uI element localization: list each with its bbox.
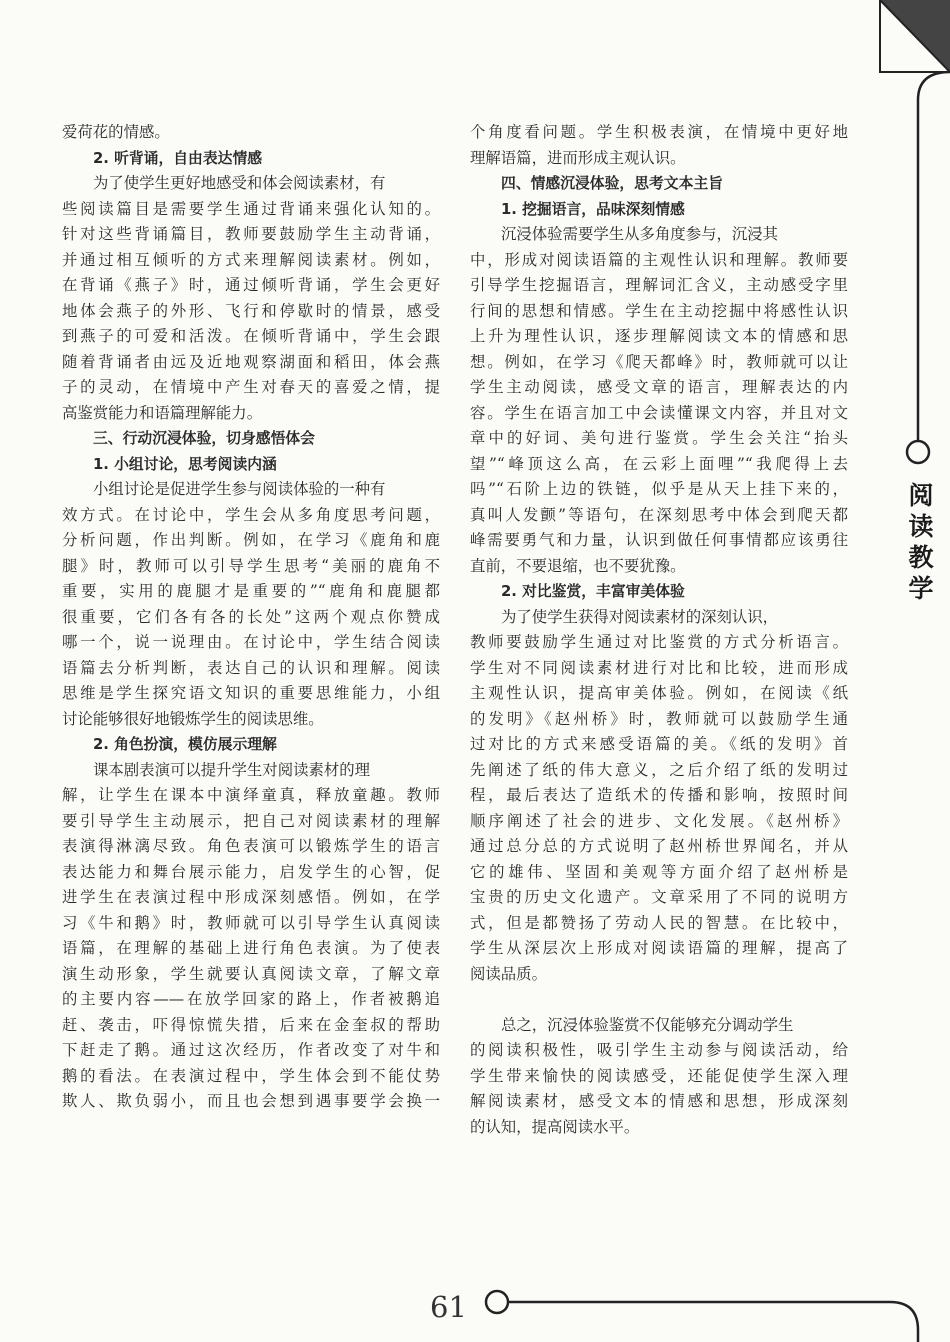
text-line: 总之，沉浸体验鉴赏不仅能够充分调动学生 — [501, 1015, 794, 1034]
section-heading: 2. 角色扮演，模仿展示理解 — [93, 736, 277, 753]
text-line: 章中的好词、美句进行鉴赏。学生会关注“抬头 — [470, 429, 848, 447]
left-text-column — [62, 120, 440, 1115]
text-line: 地体会燕子的外形、飞行和停歇时的情景，感受 — [62, 301, 440, 320]
section-label-reading-teaching — [906, 480, 936, 604]
text-line: 吗”“石阶上边的铁链，似乎是从天上挂下来的， — [470, 480, 848, 498]
section-heading: 三、行动沉浸体验，切身感悟体会 — [93, 430, 315, 447]
text-line: 理解语篇，进而形成主观认识。 — [470, 148, 686, 167]
text-line: 的阅读积极性，吸引学生主动参与阅读活动，给 — [470, 1041, 848, 1059]
text-line: 学生带来愉快的阅读感受，还能促使学生深入理 — [470, 1066, 848, 1085]
text-line: 并通过相互倾听的方式来理解阅读素材。例如， — [62, 250, 440, 269]
section-heading: 1. 小组讨论，思考阅读内涵 — [93, 455, 277, 473]
bottom-rule-line — [486, 1291, 918, 1342]
section-label-char: 阅 — [908, 481, 934, 510]
text-line: 望”“峰顶这么高，在云彩上面哩”“我爬得上去 — [470, 454, 848, 473]
text-line: 程，最后表达了造纸术的传播和影响，按照时间 — [470, 786, 848, 804]
text-line: 容。学生在语言加工中会读懂课文内容，并且对文 — [470, 403, 848, 422]
text-line: 直前，不要退缩，也不要犹豫。 — [470, 556, 686, 575]
text-line: 宝贵的历史文化遗产。文章采用了不同的说明方 — [470, 888, 848, 906]
text-line: 要引导学生主动展示，把自己对阅读素材的理解 — [62, 811, 440, 830]
text-line: 学生从深层次上形成对阅读语篇的理解，提高了 — [470, 939, 848, 957]
page-number: 61 — [430, 1290, 467, 1324]
text-line: 分析问题，作出判断。例如，在学习《鹿角和鹿 — [62, 531, 440, 549]
text-line: 先阐述了纸的伟大意义，之后介绍了纸的发明过 — [470, 760, 848, 779]
text-line: 通过总分总的方式说明了赵州桥世界闻名，并从 — [470, 837, 848, 855]
text-line: 习《牛和鹅》时，教师就可以引导学生认真阅读 — [62, 913, 440, 932]
text-line: 学生主动阅读，感受文章的语言，理解表达的内 — [470, 378, 848, 396]
text-line: 的认知，提高阅读水平。 — [470, 1117, 640, 1136]
text-line: 学生对不同阅读素材进行对比和比较，进而形成 — [470, 658, 848, 677]
section-label-char: 教 — [908, 543, 934, 572]
text-line: 课本剧表演可以提升学生对阅读素材的理 — [93, 760, 371, 779]
text-line: 沉浸体验需要学生从多角度参与，沉浸其 — [501, 225, 779, 243]
section-heading: 四、情感沉浸体验，思考文本主旨 — [501, 175, 723, 192]
section-heading: 1. 挖掘语言，品味深刻情感 — [501, 200, 685, 218]
text-line: 为了使学生获得对阅读素材的深刻认识， — [501, 607, 779, 626]
text-line: 解阅读素材，感受文本的情感和思想，形成深刻 — [470, 1092, 848, 1110]
text-line: 在背诵《燕子》时，通过倾听背诵，学生会更好 — [62, 276, 440, 294]
text-line: 讨论能够很好地锻炼学生的阅读思维。 — [62, 709, 324, 728]
text-line: 的主要内容——在放学回家的路上，作者被鹅追 — [62, 990, 440, 1008]
text-line: 解，让学生在课本中演绎童真，释放童趣。教师 — [62, 786, 440, 804]
corner-triangle-icon — [880, 0, 950, 72]
text-line: 表达能力和舞台展示能力，启发学生的心智，促 — [62, 862, 440, 881]
text-line: 重要，实用的鹿腿才是重要的”“鹿角和鹿腿都 — [62, 582, 440, 600]
text-line: 语篇去分析判断，表达自己的认识和理解。阅读 — [62, 658, 440, 677]
text-line: 演生动形象，学生就要认真阅读文章，了解文章 — [62, 964, 440, 983]
text-line: 效方式。在讨论中，学生会从多角度思考问题， — [62, 505, 440, 524]
text-line: 欺人、欺负弱小，而且也会想到遇事要学会换一 — [62, 1092, 440, 1110]
section-heading: 2. 对比鉴赏，丰富审美体验 — [501, 583, 685, 600]
text-line: 它的雄伟、坚固和美观等方面介绍了赵州桥是 — [470, 862, 848, 881]
text-line: 行间的思想和情感。学生在主动挖掘中将感性认识 — [470, 301, 848, 320]
text-line: 赶、袭击，吓得惊慌失措，后来在金奎叔的帮助 — [62, 1015, 440, 1034]
text-line: 鹅的看法。在表演过程中，学生体会到不能仗势 — [62, 1066, 440, 1085]
text-line — [470, 987, 848, 1013]
text-line: 进学生在表演过程中形成深刻感悟。例如，在学 — [62, 888, 440, 906]
text-line: 式，但是都赞扬了劳动人民的智慧。在比较中， — [470, 913, 848, 932]
text-line: 真叫人发颤”等语句，在深刻思考中体会到爬天都 — [470, 505, 848, 524]
text-line: 表演得淋漓尽致。角色表演可以锻炼学生的语言 — [62, 837, 440, 855]
text-line: 爱荷花的情感。 — [62, 123, 170, 141]
text-line: 引导学生挖掘语言，理解词汇含义，主动感受字里 — [470, 276, 848, 294]
text-line: 下赶走了鹅。通过这次经历，作者改变了对牛和 — [62, 1041, 440, 1059]
text-line: 主观性认识，提高审美体验。例如，在阅读《纸 — [470, 684, 848, 702]
text-line: 到燕子的可爱和活泼。在倾听背诵中，学生会跟 — [62, 327, 440, 345]
section-heading: 2. 听背诵，自由表达情感 — [93, 149, 263, 167]
text-line: 中，形成对阅读语篇的主观性认识和理解。教师要 — [470, 250, 848, 269]
text-line: 语篇，在理解的基础上进行角色表演。为了使表 — [62, 939, 440, 957]
text-line: 高鉴赏能力和语篇理解能力。 — [62, 403, 263, 422]
section-label-char: 学 — [908, 574, 934, 603]
right-text-column — [470, 120, 848, 1140]
text-line: 随着背诵者由远及近地观察湖面和稻田，体会燕 — [62, 352, 440, 371]
text-line: 腿》时，教师可以引导学生思考“美丽的鹿角不 — [62, 556, 440, 575]
text-line: 上升为理性认识，逐步理解阅读文本的情感和思 — [470, 327, 848, 345]
text-line: 个角度看问题。学生积极表演，在情境中更好地 — [470, 123, 848, 141]
text-line: 些阅读篇目是需要学生通过背诵来强化认知的。 — [62, 199, 440, 218]
section-label-char: 读 — [908, 512, 934, 541]
text-line: 峰需要勇气和力量，认识到做任何事情都应该勇往 — [470, 531, 848, 549]
text-line: 阅读品质。 — [470, 964, 547, 983]
text-line: 小组讨论是促进学生参与阅读体验的一种有 — [93, 480, 386, 498]
text-line: 针对这些背诵篇目，教师要鼓励学生主动背诵， — [62, 225, 440, 243]
side-rule-line — [907, 72, 950, 463]
text-line: 想。例如，在学习《爬天都峰》时，教师就可以让 — [470, 352, 848, 371]
text-line: 很重要，它们各有各的长处”这两个观点你赞成 — [62, 607, 440, 626]
text-line: 思维是学生探究语文知识的重要思维能力，小组 — [62, 684, 440, 702]
text-line: 哪一个，说一说理由。在讨论中，学生结合阅读 — [62, 633, 440, 651]
text-line: 顺序阐述了社会的进步、文化发展。《赵州桥》 — [470, 811, 848, 830]
text-line: 教师要鼓励学生通过对比鉴赏的方式分析语言。 — [470, 633, 848, 651]
text-line: 子的灵动，在情境中产生对春天的喜爱之情，提 — [62, 378, 440, 396]
text-line: 的发明》《赵州桥》时，教师就可以鼓励学生通 — [470, 709, 848, 728]
text-line: 为了使学生更好地感受和体会阅读素材，有 — [93, 174, 386, 192]
text-line: 过对比的方式来感受语篇的美。《纸的发明》首 — [470, 735, 848, 753]
